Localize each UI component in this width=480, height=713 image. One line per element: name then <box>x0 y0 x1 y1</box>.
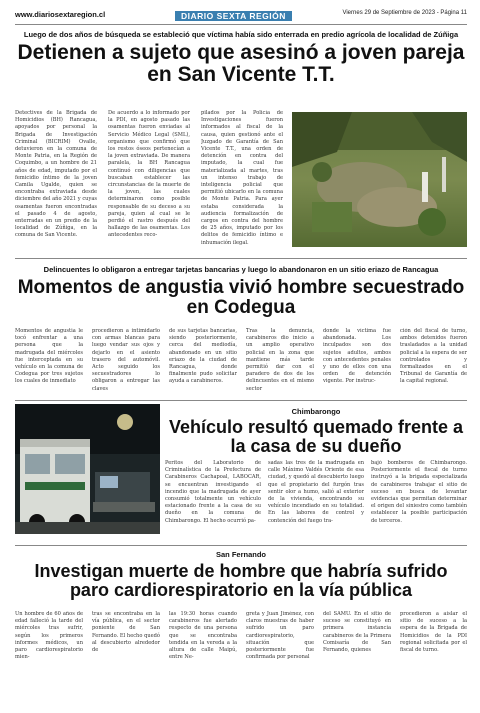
article4-kicker: San Fernando <box>215 550 266 559</box>
article4-column: tras se encontraba en la vía pública, en el sector poniente de San Fernando. El hecho quedó al descubierto alrededor de <box>92 611 160 654</box>
field-photo-image <box>292 112 467 247</box>
article2-headline: Momentos de angustia vivió hombre secuestrado en Codegua <box>17 277 465 318</box>
article3-photo-burned-vehicle <box>15 404 160 534</box>
page-header <box>15 10 467 24</box>
article1-kicker: Luego de dos años de búsqueda se estableció que víctima había sido enterrada en predio agrícola de localidad de Zúñiga <box>23 30 459 39</box>
article4-headline: Investigan muerte de hombre que habría sufrido paro cardiorespiratorio en la vía pública <box>34 561 448 600</box>
header-divider <box>15 24 467 25</box>
article3-divider <box>15 545 467 546</box>
article4-column: del SAMU. En el sitio de suceso se constituyó en primera instancia carabineros de la Primera Comisaría de San Fernando, quienes <box>323 611 391 654</box>
article1-divider <box>15 258 467 259</box>
issue-date: Viernes 29 de Septiembre de 2023 - Página 11 <box>342 10 467 16</box>
article2-column: donde la víctima fue abandonada. Los inculpados son dos sujetos adultos, ambos con antecedentes penales y uno de ellos con una orden de detención vigente. Por instruc- <box>323 328 391 385</box>
article3-column: Peritos del Laboratorio de Criminalística de la Prefectura de Carabineros Cachapoal, LABOCAR, se encuentran investigando el incendio que la madrugada de ayer consumió totalmente un vehículo estacionado frente a la casa de su dueño en la comuna de Chimbarongo. El hecho ocurrió pa- <box>165 460 261 524</box>
article4-column: greta y Juan Jiménez, con claros muestras de haber sufrido un paro cardiorespiratorio, situación que posteriormente fue confirmada por personal <box>246 611 314 661</box>
article1-body <box>15 110 290 252</box>
article2-column: ción del fiscal de turno, ambos detenidos fueron trasladados a la unidad policial a la espera de ser controlados y formalizados en el Tribunal de Garantía de la capital regional. <box>400 328 467 385</box>
article2-column: procedieron a intimidarlo con armas blancas para luego vendar sus ojos y dejarlo en el asiento trasero del automóvil. Acto seguido los secuestradores lo obligaron a entregar las claves <box>92 328 160 392</box>
article3-headline: Vehículo resultó quemado frente a la casa de su dueño <box>168 417 464 456</box>
site-url[interactable]: www.diariosextaregion.cl <box>15 10 106 19</box>
article2-divider <box>15 400 467 401</box>
article4-column: procedieron a aislar el sitio de suceso a la espera de la Brigada de Homicidios de la PDI regional solicitada por el fiscal de turno. <box>400 611 467 654</box>
article4-body <box>15 611 467 709</box>
article3-kicker: Chimbarongo <box>291 407 341 416</box>
article1-headline: Detienen a sujeto que asesinó a joven pareja en San Vicente T.T. <box>17 41 465 87</box>
article2-column: de sus tarjetas bancarias, siendo posteriormente, cerca del mediodía, abandonado en un sitio eriazo de la ciudad de Rancagua, donde finalmente pudo solicitar ayuda a carabineros. <box>169 328 237 385</box>
article3-body <box>165 460 467 538</box>
article2-column: Tras la denuncia, carabineros dio inicio a un amplio operativo policial en la zona que mantiene más tarde permitió dar con el paradero de dos de los delincuentes en el mismo sector <box>246 328 314 392</box>
article3-column: sadas las tres de la madrugada en calle Máximo Valdés Oriente de esa ciudad, y quedó al descubierto luego que el propietario del furgón tras sentir olor a humo, salió al exterior de la vivienda, encontrando su vehículo incendiado en su totalidad. En las labores de control y contención del fuego tra- <box>268 460 364 524</box>
article3-column: bajó bomberos de Chimbarongo. Posteriormente el fiscal de turno instruyó a la brigada especializada de carabineros trabajar el sitio de suceso en busca de levantar evidencias que permitan determinar el origen del siniestro como también establecer la posible participación de terceros. <box>371 460 467 524</box>
night-scene-image <box>15 404 160 534</box>
article4-column: las 19:30 horas cuando carabineros fue alertado respecto de una persona que se encontraba tendida en la vereda a la altura de calle Maipú, entre Ne- <box>169 611 237 661</box>
article1-column: Detectives de la Brigada de Homicidios (BH) Rancagua, apoyados por personal la Brigada de Investigación Criminal (BICRIM) Ovalle, detuvieron en la comuna de Monte Patria, en la Región de Coquimbo, a un hombre de 21 años de edad, imputado por el femicidio íntimo de la joven Camila Ugalde, quien se encontraba extraviada desde diciembre del año 2021 y cuyas osamentas fueron encontradas el pasado 4 de agosto, enterradas en un predio de la localidad de Zúñiga, en la comuna de San Vicente. <box>15 110 97 239</box>
article2-body <box>15 328 467 400</box>
article1-column: De acuerdo a lo informado por la PDI, en agosto pasado las osamentas fueron enviadas al Servicio Médico Legal (SML), organismo que confirmó que los restos óseos pertenecían a la joven extraviada. De manera paralela, la BH Rancagua continuó con diligencias que buscaban establecer las circunstancias de la muerte de la joven, las cuales determinaron como posible responsable de su deceso a su pareja, quien al cual se le perdió el rastro después del hallazgo de las osamentas. Los antecedentes reco- <box>108 110 190 239</box>
article2-kicker: Delincuentes lo obligaron a entregar tarjetas bancarias y luego lo abandonaron en un sitio eriazo de Rancagua <box>43 265 439 274</box>
article2-column: Momentos de angustia le tocó enfrentar a una persona que la madrugada del miércoles fue interceptada en su vehículo en la comuna de Codegua por tres sujetos los cuales de inmediato <box>15 328 83 385</box>
newspaper-title: DIARIO SEXTA REGIÓN <box>175 11 292 21</box>
article1-column: pilados por la Policía de Investigaciones fueron informados al fiscal de la causa, quien gestionó ante el Juzgado de Garantía de San Vicente T.T., una orden de detención en contra del imputado, la cual fue materializada al martes, tras un intenso trabajo de inteligencia policial que permitió ubicarlo en la comuna de Monte Patria. Para ayer estaba considerada la audiencia formalización de cargos en contra del hombre de 25 años, imputado por los delitos de femicidio íntimo e inhumación ilegal. <box>201 110 283 246</box>
article4-column: Un hombre de 60 años de edad falleció la tarde del miércoles tras sufrir, según los primeros informes médicos, un paro cardiorespiratorio mien- <box>15 611 83 661</box>
article1-photo-field-excavation <box>292 112 467 247</box>
